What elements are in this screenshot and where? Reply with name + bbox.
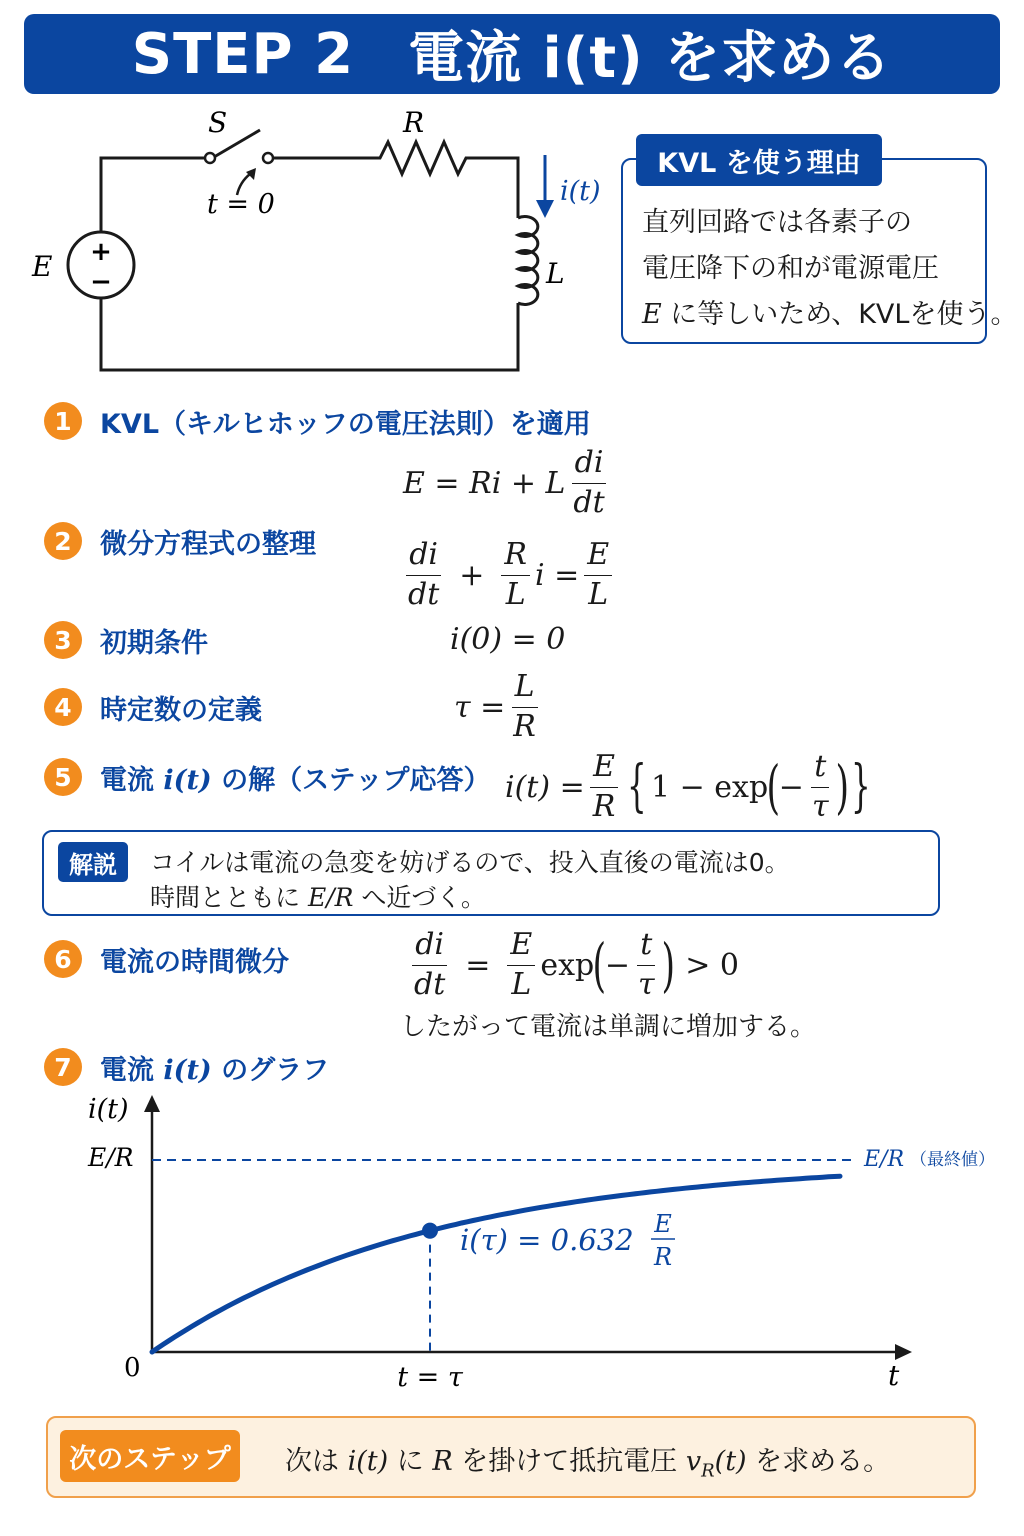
y-axis-label: i(t) <box>88 1094 129 1125</box>
source-plus: + <box>90 237 112 267</box>
equation-ode: $\frac{di}{dt}$ + $\frac{R}{L}$ i = $\frac{E}{L}$ <box>400 538 617 612</box>
explanation-line2: 時間とともに E/R へ近づく。 <box>150 883 486 912</box>
source-minus: − <box>90 267 112 297</box>
equation-initial: i(0) = 0 <box>450 622 566 657</box>
kvl-reason-tag: KVL を使う理由 <box>636 134 882 186</box>
final-value-label: E/R <box>864 1147 905 1172</box>
step-number-badge: 2 <box>44 522 82 560</box>
response-curve <box>152 1176 840 1352</box>
x-axis-label: t <box>888 1359 900 1392</box>
equation-solution: i(t) = $\frac{E}{R}$ { 1 − exp ( − $\frac{t}{\tau}$ ) } <box>505 749 871 824</box>
step-number-badge: 5 <box>44 758 82 796</box>
step-number-badge: 3 <box>44 621 82 659</box>
final-value-note: （最終値） <box>910 1150 995 1170</box>
step-label-kvl: KVL（キルヒホッフの電圧法則）を適用 <box>100 409 591 440</box>
kvl-reason-line1: 直列回路では各素子の <box>642 207 912 238</box>
inductor-label: L <box>546 257 565 290</box>
step-number-badge: 7 <box>44 1048 82 1086</box>
x-axis-arrow-icon <box>895 1344 912 1360</box>
tau-point-frac-num: E <box>654 1210 672 1238</box>
kvl-reason-line2: 電圧降下の和が電源電圧 <box>642 253 939 284</box>
step-number: STEP 2 <box>131 21 355 87</box>
origin-label: 0 <box>124 1353 141 1383</box>
step-number-badge: 4 <box>44 688 82 726</box>
rl-circuit-diagram <box>20 100 620 385</box>
source-label: E <box>32 250 53 283</box>
resistor-label: R <box>403 106 425 139</box>
tau-point-label: i(τ) = 0.632 <box>460 1223 634 1257</box>
tau-point-frac-den: R <box>653 1243 673 1271</box>
next-step-tag: 次のステップ <box>60 1430 240 1482</box>
y-axis-arrow-icon <box>144 1095 160 1112</box>
switch-contact-right <box>263 153 273 163</box>
y-tick-er: E/R <box>88 1143 134 1172</box>
step-label-tau: 時定数の定義 <box>100 695 262 726</box>
page-title <box>24 14 1000 94</box>
step-label-initial: 初期条件 <box>100 628 208 659</box>
next-step-text: 次は i(t) に R を掛けて抵抗電圧 $v_R(t)$ を求める。 <box>285 1446 891 1482</box>
explanation-line1: コイルは電流の急変を妨げるので、投入直後の電流は0。 <box>150 848 790 877</box>
current-arrow-icon <box>536 200 554 218</box>
switch-time-label: t = 0 <box>207 189 275 220</box>
monotonic-note: したがって電流は単調に増加する。 <box>400 1012 817 1042</box>
tau-tick-label: t = τ <box>397 1362 463 1393</box>
equation-kvl: E = Ri + L $\frac{di}{dt}$ <box>403 445 605 520</box>
switch-arrow-icon <box>246 168 256 180</box>
step-number-badge: 1 <box>44 402 82 440</box>
switch-label: S <box>208 106 228 139</box>
equation-tau: τ = $\frac{L}{R}$ <box>454 669 536 744</box>
step-label-ode: 微分方程式の整理 <box>100 529 316 560</box>
step-number-badge: 6 <box>44 940 82 978</box>
current-label: i(t) <box>560 176 601 207</box>
explanation-tag: 解説 <box>58 842 128 882</box>
step-label-solution: 電流 i(t) の解（ステップ応答） <box>100 765 491 796</box>
tau-point <box>422 1223 438 1239</box>
step-label-derivative: 電流の時間微分 <box>100 947 289 978</box>
step-label-graph: 電流 i(t) のグラフ <box>100 1055 330 1086</box>
kvl-reason-line3: E に等しいため、KVLを使う。 <box>642 299 1018 330</box>
current-response-graph <box>0 1080 1024 1410</box>
equation-derivative: $\frac{di}{dt}$ = $\frac{E}{L}$ exp ( − $\frac{t}{\tau}$ ) > 0 <box>414 927 739 1002</box>
title-text: 電流 i(t) を求める <box>408 26 893 91</box>
switch-contact-left <box>205 153 215 163</box>
